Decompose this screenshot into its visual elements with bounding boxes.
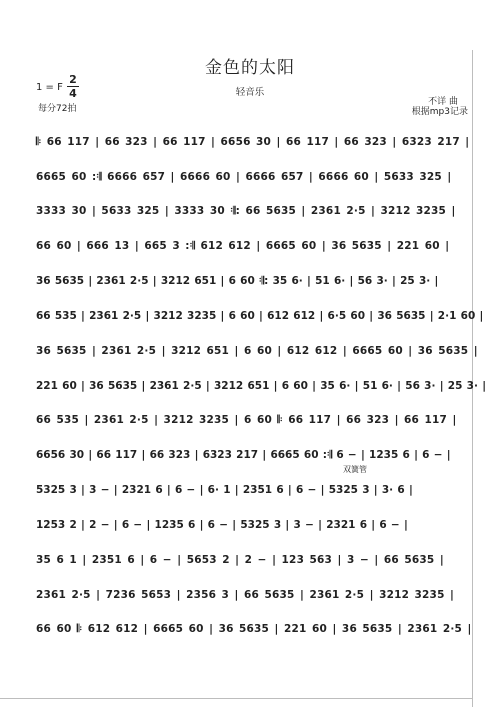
instrument-label: 双簧管 (343, 465, 367, 474)
song-title: 金色的太阳 (205, 58, 295, 78)
notation-row-2: 6665 60 :𝄇 6666 657 | 6666 60 | 6666 657 | 6666 60 | 5633 325 | (36, 170, 452, 183)
notation-row-12: 1253 2 | 2 − | 6 − | 1235 6 | 6 − | 5325 3 | 3 − | 2321 6 | 6 − | (36, 519, 408, 532)
notation-row-7: 36 5635 | 2361 2·5 | 3212 651 | 6 60 | 612 612 | 6665 60 | 36 5635 | (36, 345, 478, 358)
notation-row-11: 5325 3 | 3 − | 2321 6 | 6 − | 6· 1 | 2351 6 | 6 − | 5325 3 | 3· 6 | (36, 484, 413, 497)
notation-rows (36, 125, 487, 647)
key-signature: 1 = F (36, 82, 63, 93)
notation-row-9: 66 535 | 2361 2·5 | 3212 3235 | 6 60 𝄆 66 117 | 66 323 | 66 117 | (36, 414, 457, 427)
page-frame-right (472, 50, 491, 707)
notation-row-10: 6656 30 | 66 117 | 66 323 | 6323 217 | 6665 60 :𝄇 6 − | 1235 6 | 6 − | (36, 449, 451, 462)
notation-row-13: 35 6 1 | 2351 6 | 6 − | 5653 2 | 2 − | 123 563 | 3 − | 66 5635 | (36, 553, 444, 566)
notation-row-4: 66 60 | 666 13 | 665 3 :𝄇 612 612 | 6665 60 | 36 5635 | 221 60 | (36, 240, 450, 253)
time-signature-bottom: 4 (69, 87, 77, 100)
notation-row-15: 66 60 𝄆 612 612 | 6665 60 | 36 5635 | 221 60 | 36 5635 | 2361 2·5 | (36, 623, 472, 636)
notation-row-6: 66 535 | 2361 2·5 | 3212 3235 | 6 60 | 612 612 | 6·5 60 | 36 5635 | 2·1 60 | (36, 310, 484, 323)
notation-row-5: 36 5635 | 2361 2·5 | 3212 651 | 6 60 𝄇: 35 6· | 51 6· | 56 3· | 25 3· | (36, 275, 439, 288)
source-note: 根据mp3记录 (411, 107, 468, 117)
notation-row-1: 𝄆 66 117 | 66 323 | 66 117 | 6656 30 | 66 117 | 66 323 | 6323 217 | (36, 135, 470, 148)
notation-row-8: 221 60 | 36 5635 | 2361 2·5 | 3212 651 | 6 60 | 35 6· | 51 6· | 56 3· | 25 3· | (36, 379, 487, 392)
tempo-marking: 每分72拍 (38, 104, 77, 114)
notation-row-14: 2361 2·5 | 7236 5653 | 2356 3 | 66 5635 | 2361 2·5 | 3212 3235 | (36, 588, 455, 601)
time-signature-top: 2 (69, 73, 77, 86)
page-frame-bottom (0, 698, 472, 699)
notation-row-3: 3333 30 | 5633 325 | 3333 30 𝄇: 66 5635 | 2361 2·5 | 3212 3235 | (36, 205, 456, 218)
composer-credit: 不详 曲 (428, 97, 458, 107)
genre-label: 轻音乐 (235, 87, 265, 98)
